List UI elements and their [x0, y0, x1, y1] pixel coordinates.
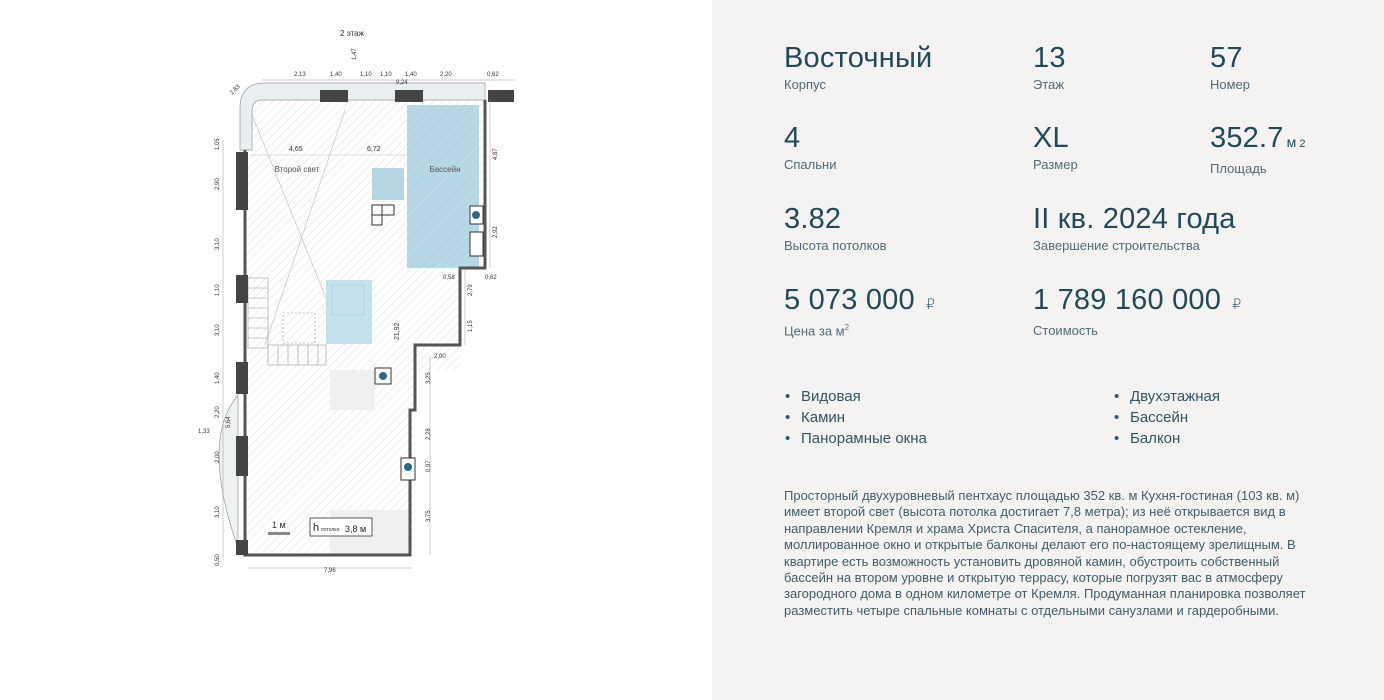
feature-label: Двухэтажная	[1130, 388, 1220, 405]
stat-ceiling-label: Высота потолков	[784, 238, 887, 253]
stat-price-per-m-label: Цена за м	[784, 323, 845, 339]
room-second-light-label: Второй свет	[274, 165, 320, 174]
stat-ceiling-value: 3.82	[784, 203, 842, 235]
feature-item	[1114, 386, 1220, 407]
room-pool-label: Бассейн	[429, 165, 461, 174]
stat-price-per-m	[784, 284, 935, 338]
feature-item	[1114, 428, 1220, 449]
stat-size	[1033, 122, 1078, 172]
dim-top-6: 2,20	[440, 72, 452, 78]
dim-left-133: 1,33	[198, 429, 210, 435]
ceiling-value: 3,8 м	[345, 524, 367, 534]
scale-label: 1 м	[272, 520, 286, 530]
feature-label: Балкон	[1130, 430, 1181, 447]
dim-bottom: 7,96	[324, 568, 336, 574]
ruble-icon: ₽	[926, 296, 936, 312]
dim-right-228: 2,28	[426, 428, 432, 440]
dim-w-058: 0,58	[443, 275, 455, 281]
dim-left-050: 0,50	[215, 554, 221, 566]
stat-size-value: XL	[1033, 122, 1069, 154]
stat-area-sup: 2	[1299, 138, 1306, 150]
dim-w-672: 6,72	[367, 146, 381, 153]
dim-left-140: 1,40	[215, 372, 221, 384]
dim-w-200: 2,00	[434, 354, 446, 360]
apartment-description: Просторный двухуровневый пентхаус площадью 352 кв. м Кухня-гостиная (103 кв. м) имеет второй свет (высота потолка достигает 7,8 метра); из неё открывается вид в направлении Кремля и храма Христа Спасителя, а панорамное остекление, моллированное окно и открытые балконы делают его по-настоящему зрелищным. В квартире есть возможность установить дровяной камин, обустроить собственный бассейн на втором уровне и открытую террасу, которые погрузят вас в атмосферу загородного дома в одном километре от Кремля. Продуманная планировка позволяет разместить четыре спальные комнаты с отдельными санузлами и гардеробными.	[784, 488, 1306, 618]
stat-building-label: Корпус	[784, 77, 826, 92]
stat-bedrooms	[784, 122, 836, 172]
feature-label: Видовая	[801, 388, 861, 405]
ceiling-word: потолка	[321, 527, 340, 533]
stat-floor-value: 13	[1033, 42, 1066, 74]
dim-right-097: 0,97	[426, 460, 432, 472]
stat-number-value: 57	[1210, 42, 1243, 74]
stat-bedrooms-value: 4	[784, 122, 801, 154]
dim-w-465: 4,65	[289, 146, 303, 153]
dim-center-2192: 21,92	[394, 322, 401, 340]
bullet-icon: •	[785, 409, 791, 426]
stat-floor-label: Этаж	[1033, 77, 1065, 92]
stat-ceiling	[784, 203, 887, 253]
stat-total-price-value: 1 789 160 000	[1033, 284, 1222, 316]
stat-bedrooms-label: Спальни	[784, 157, 837, 172]
ceiling-h: h	[313, 522, 320, 534]
dim-top-5: 1,40	[405, 72, 417, 78]
floor-tile-a	[330, 370, 375, 410]
dim-left-310c: 3,10	[215, 506, 221, 518]
features-list-right	[1114, 386, 1220, 449]
dim-right-375: 3,75	[426, 510, 432, 522]
dim-left-290: 2,90	[215, 178, 221, 190]
feature-label: Бассейн	[1130, 409, 1189, 426]
stat-building	[784, 42, 932, 92]
feature-item	[1114, 407, 1220, 428]
dim-top-4: 1,10	[380, 72, 392, 78]
stat-price-per-m-label-row	[784, 323, 935, 338]
stat-number	[1210, 42, 1250, 92]
stat-number-label: Номер	[1210, 77, 1251, 92]
feature-label: Камин	[801, 409, 846, 426]
bullet-icon: •	[785, 388, 791, 405]
bullet-icon: •	[785, 430, 791, 447]
dim-w-062: 0,62	[485, 275, 497, 281]
stat-area-value: 352.7	[1210, 122, 1284, 154]
stat-area-label: Площадь	[1210, 161, 1267, 176]
dim-right-325: 3,25	[426, 372, 432, 384]
dim-right-292: 2,92	[493, 226, 499, 238]
stat-total-price-row	[1033, 284, 1241, 320]
dim-top-1: 2,13	[294, 72, 306, 78]
pool-texture	[407, 105, 479, 268]
floor-label: 2 этаж	[340, 29, 364, 38]
dim-left-310b: 3,10	[215, 324, 221, 336]
dim-left-564: 5,64	[226, 416, 232, 428]
features-list-left	[785, 386, 927, 449]
dim-left-220: 2,20	[215, 406, 221, 418]
scale-bar	[268, 532, 290, 535]
stat-size-label: Размер	[1033, 157, 1078, 172]
stat-area	[1210, 122, 1306, 176]
dim-left-110: 1,10	[215, 284, 221, 296]
pool-small-block	[372, 168, 404, 200]
dim-left-200: 2,00	[215, 451, 221, 463]
ruble-icon: ₽	[1232, 296, 1242, 312]
dim-top-2: 1,40	[330, 72, 342, 78]
dim-right-115: 1,15	[468, 320, 474, 332]
dim-corner: 2,83	[229, 83, 242, 97]
dim-left-310a: 3,10	[215, 238, 221, 250]
stat-building-value: Восточный	[784, 42, 933, 74]
stat-completion	[1033, 203, 1236, 253]
bullet-icon: •	[1114, 430, 1120, 447]
stat-area-unit: м	[1286, 134, 1297, 150]
stat-price-per-m-row	[784, 284, 935, 320]
bullet-icon: •	[1114, 409, 1120, 426]
stat-area-value-row	[1210, 122, 1306, 158]
stat-price-per-m-value: 5 073 000	[784, 284, 915, 316]
feature-item	[785, 386, 927, 407]
dim-top-total: 9,24	[396, 80, 408, 86]
feature-label: Панорамные окна	[801, 430, 927, 447]
stat-completion-label: Завершение строительства	[1033, 238, 1200, 253]
stat-floor	[1033, 42, 1066, 92]
stat-price-per-m-sup: 2	[844, 323, 850, 332]
dim-left-105: 1,05	[215, 138, 221, 150]
bullet-icon: •	[1114, 388, 1120, 405]
feature-item	[785, 407, 927, 428]
stat-total-price	[1033, 284, 1241, 338]
dim-right-279: 2,79	[468, 284, 474, 296]
stat-total-price-label: Стоимость	[1033, 323, 1099, 338]
stair-pool	[326, 280, 372, 344]
feature-item	[785, 428, 927, 449]
dim-top-7: 0,62	[487, 72, 499, 78]
stat-completion-value: II кв. 2024 года	[1033, 203, 1236, 235]
dim-top-vert: 1,47	[352, 48, 358, 60]
dim-right-487: 4,87	[493, 148, 499, 160]
dim-top-3: 1,10	[360, 72, 372, 78]
